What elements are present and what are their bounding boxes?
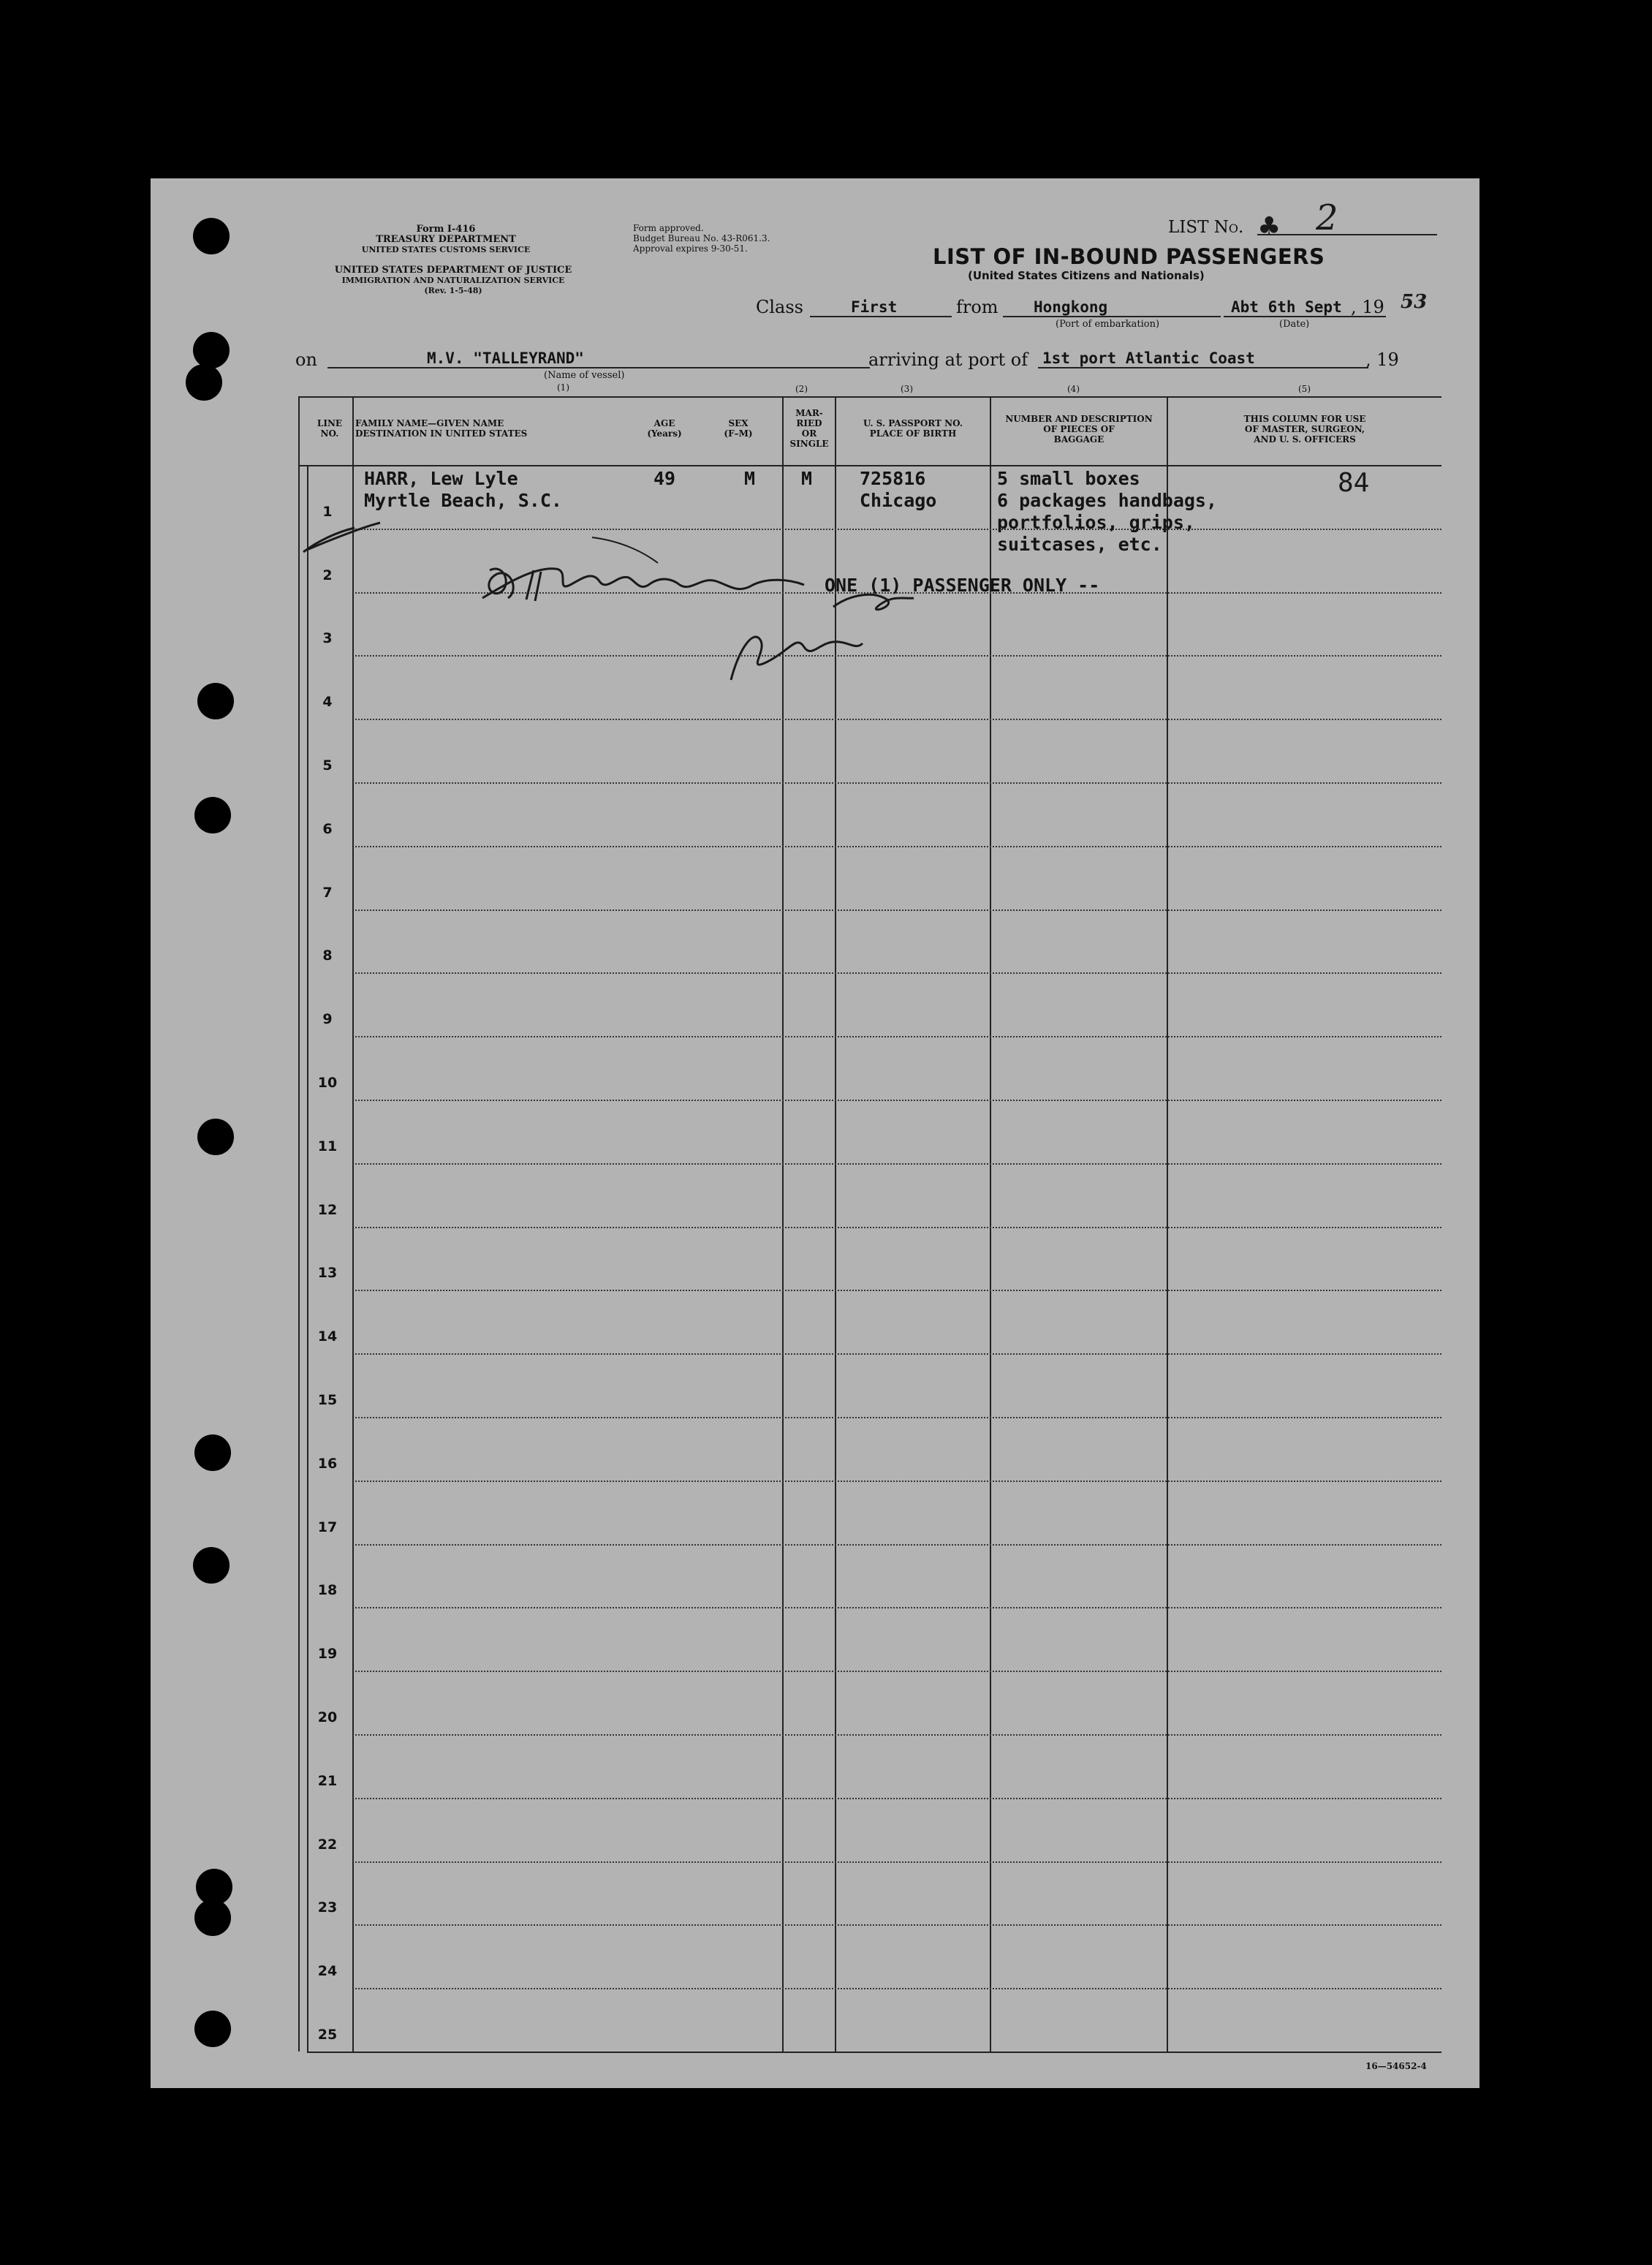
page-subtitle: (United States Citizens and Nationals) <box>968 269 1205 282</box>
punch-hole <box>197 683 234 719</box>
row-rule <box>355 1607 1441 1608</box>
row-rule <box>355 719 1441 720</box>
table-left-border-inner <box>307 465 308 2052</box>
header-married-3: OR <box>801 428 817 439</box>
table-bottom-border <box>307 2052 1441 2053</box>
punch-hole <box>194 1899 231 1936</box>
row-rule <box>355 1290 1441 1291</box>
punch-hole <box>194 1434 231 1471</box>
header-line-no-2: NO. <box>320 428 339 439</box>
row-rule <box>355 782 1441 784</box>
row-rule <box>355 1481 1441 1482</box>
header-name-2: DESTINATION IN UNITED STATES <box>355 428 528 439</box>
row-rule <box>355 910 1441 911</box>
approval-line-1: Form approved. <box>633 223 704 233</box>
punch-hole <box>194 797 231 833</box>
row-rule <box>355 1100 1441 1101</box>
line-number: 6 <box>322 820 333 837</box>
year-prefix-text: 19 <box>1362 297 1384 317</box>
from-label: from <box>956 297 999 317</box>
table-top-border <box>298 396 1441 398</box>
row-rule <box>355 1671 1441 1672</box>
row-rule <box>355 972 1441 974</box>
col-divider-passport-right <box>990 396 991 2052</box>
punch-hole <box>193 1547 230 1584</box>
passenger-birthplace: Chicago <box>860 490 937 511</box>
treasury-dept: TREASURY DEPARTMENT <box>376 234 516 245</box>
inspector-signature <box>292 512 950 687</box>
on-label: on <box>295 349 317 370</box>
row-rule <box>355 1988 1441 1989</box>
passenger-sex: M <box>744 468 756 489</box>
passenger-age: 49 <box>653 468 676 489</box>
header-officers-3: AND U. S. OFFICERS <box>1254 434 1356 445</box>
line-number: 25 <box>317 2027 338 2043</box>
line-number: 11 <box>317 1138 338 1154</box>
header-name <box>355 418 575 439</box>
from-line <box>1003 316 1221 317</box>
row-rule <box>355 1924 1441 1926</box>
line-number: 12 <box>317 1201 338 1218</box>
baggage-line-1: 5 small boxes <box>997 468 1140 489</box>
arriving-year: , 19 <box>1365 349 1399 370</box>
header-married-1: MAR- <box>795 408 823 418</box>
header-age-1: AGE <box>653 418 675 428</box>
header-baggage <box>991 414 1167 445</box>
ins: IMMIGRATION AND NATURALIZATION SERVICE <box>341 276 565 285</box>
year-prefix: , 19 <box>1351 297 1384 317</box>
class-label: Class <box>756 297 803 317</box>
row-rule <box>355 846 1441 847</box>
punch-hole <box>197 1119 234 1155</box>
header-line-no-1: LINE <box>317 418 343 428</box>
passenger-destination: Myrtle Beach, S.C. <box>364 490 562 511</box>
year-value: 53 <box>1401 291 1428 313</box>
line-one-check-mark <box>300 526 358 556</box>
line-number: 3 <box>322 630 333 647</box>
baggage-line-3: portfolios, grips, <box>997 512 1195 533</box>
line-number: 8 <box>322 948 333 964</box>
baggage-line-2: 6 packages handbags, <box>997 490 1218 511</box>
row-rule <box>355 1036 1441 1037</box>
list-no-label: LIST No. <box>1168 218 1244 237</box>
header-sex-1: SEX <box>728 418 749 428</box>
row-rule <box>355 1798 1441 1799</box>
line-number: 19 <box>317 1646 338 1663</box>
header-officers-1: THIS COLUMN FOR USE <box>1243 414 1366 424</box>
baggage-line-4: suitcases, etc. <box>997 534 1162 555</box>
line-number: 23 <box>317 1899 338 1916</box>
header-passport-1: U. S. PASSPORT NO. <box>863 418 963 428</box>
date-value: Abt 6th Sept <box>1231 298 1342 316</box>
col-number-5: (5) <box>1298 384 1311 394</box>
line-number: 4 <box>322 694 333 711</box>
row-rule <box>355 1544 1441 1546</box>
arriving-value: 1st port Atlantic Coast <box>1042 349 1255 367</box>
customs-service: UNITED STATES CUSTOMS SERVICE <box>361 245 531 254</box>
row-rule <box>355 1861 1441 1863</box>
col-divider-baggage-right <box>1167 396 1168 2052</box>
passenger-passport: 725816 <box>860 468 926 489</box>
line-number: 5 <box>322 757 333 774</box>
punch-hole <box>193 218 230 254</box>
line-number: 15 <box>317 1392 338 1408</box>
date-caption: (Date) <box>1279 319 1310 330</box>
punch-hole <box>193 332 230 368</box>
col-number-4: (4) <box>1067 384 1080 394</box>
line-number: 22 <box>317 1836 338 1853</box>
row-rule <box>355 1353 1441 1355</box>
row-rule <box>355 1734 1441 1736</box>
line-number: 21 <box>317 1772 338 1789</box>
row-rule <box>355 1227 1441 1228</box>
port-caption: (Port of embarkation) <box>1056 319 1160 330</box>
header-name-1: FAMILY NAME—GIVEN NAME <box>355 418 504 428</box>
arriving-label: arriving at port of <box>868 349 1028 370</box>
line-number: 14 <box>317 1328 338 1345</box>
col-number-3: (3) <box>901 384 913 394</box>
punch-hole <box>194 2011 231 2047</box>
line-number: 9 <box>322 1011 333 1028</box>
doj: UNITED STATES DEPARTMENT OF JUSTICE <box>334 265 572 276</box>
header-married-2: RIED <box>796 418 822 428</box>
header-officers <box>1168 414 1441 445</box>
header-bottom-border <box>298 465 1441 466</box>
approval-line-3: Approval expires 9-30-51. <box>633 243 748 254</box>
line-number: 10 <box>317 1075 338 1091</box>
header-baggage-2: OF PIECES OF <box>1043 424 1115 434</box>
line-number: 24 <box>317 1963 338 1980</box>
vessel-value: M.V. "TALLEYRAND" <box>427 349 584 367</box>
header-passport <box>836 418 990 439</box>
list-no-mark: ♣ <box>1257 212 1281 242</box>
header-baggage-1: NUMBER AND DESCRIPTION <box>1005 414 1153 424</box>
list-no-underline <box>1257 234 1437 235</box>
line-number: 20 <box>317 1709 338 1725</box>
row-rule <box>355 1417 1441 1418</box>
punch-hole <box>186 364 222 401</box>
class-value: First <box>851 298 898 316</box>
col-number-2: (2) <box>795 384 808 394</box>
list-no-value: 2 <box>1316 197 1338 238</box>
header-age <box>632 418 697 439</box>
page-title: LIST OF IN-BOUND PASSENGERS <box>933 244 1325 269</box>
from-value: Hongkong <box>1034 298 1108 316</box>
line-number: 17 <box>317 1519 338 1535</box>
arriving-line <box>1038 367 1368 368</box>
line-number: 7 <box>322 884 333 901</box>
line-number: 1 <box>322 503 333 520</box>
header-age-2: (Years) <box>647 428 682 439</box>
header-married <box>784 408 835 449</box>
vessel-col-number: (1) <box>557 382 569 393</box>
passenger-married: M <box>801 468 813 489</box>
vessel-caption: (Name of vessel) <box>544 370 625 381</box>
row-rule <box>355 1163 1441 1165</box>
passenger-name: HARR, Lew Lyle <box>364 468 518 489</box>
line-number: 13 <box>317 1265 338 1282</box>
approval-line-2: Budget Bureau No. 43-R061.3. <box>633 233 770 243</box>
line-number: 16 <box>317 1455 338 1472</box>
header-sex <box>709 418 768 439</box>
printer-code: 16—54652-4 <box>1365 2061 1427 2071</box>
one-passenger-only-note: ONE (1) PASSENGER ONLY -- <box>825 575 1100 596</box>
class-line <box>810 316 952 317</box>
line-number: 18 <box>317 1582 338 1599</box>
header-passport-2: PLACE OF BIRTH <box>869 428 957 439</box>
header-married-4: SINGLE <box>789 439 829 449</box>
rev-date: (Rev. 1-5-48) <box>424 286 482 295</box>
header-baggage-3: BAGGAGE <box>1053 434 1105 445</box>
officer-note: 84 <box>1338 468 1370 498</box>
header-officers-2: OF MASTER, SURGEON, <box>1244 424 1365 434</box>
vessel-line <box>327 367 870 368</box>
header-line-no <box>307 418 352 439</box>
form-number: Form I-416 <box>416 224 476 235</box>
line-number: 2 <box>322 567 333 583</box>
header-sex-2: (F–M) <box>724 428 753 439</box>
